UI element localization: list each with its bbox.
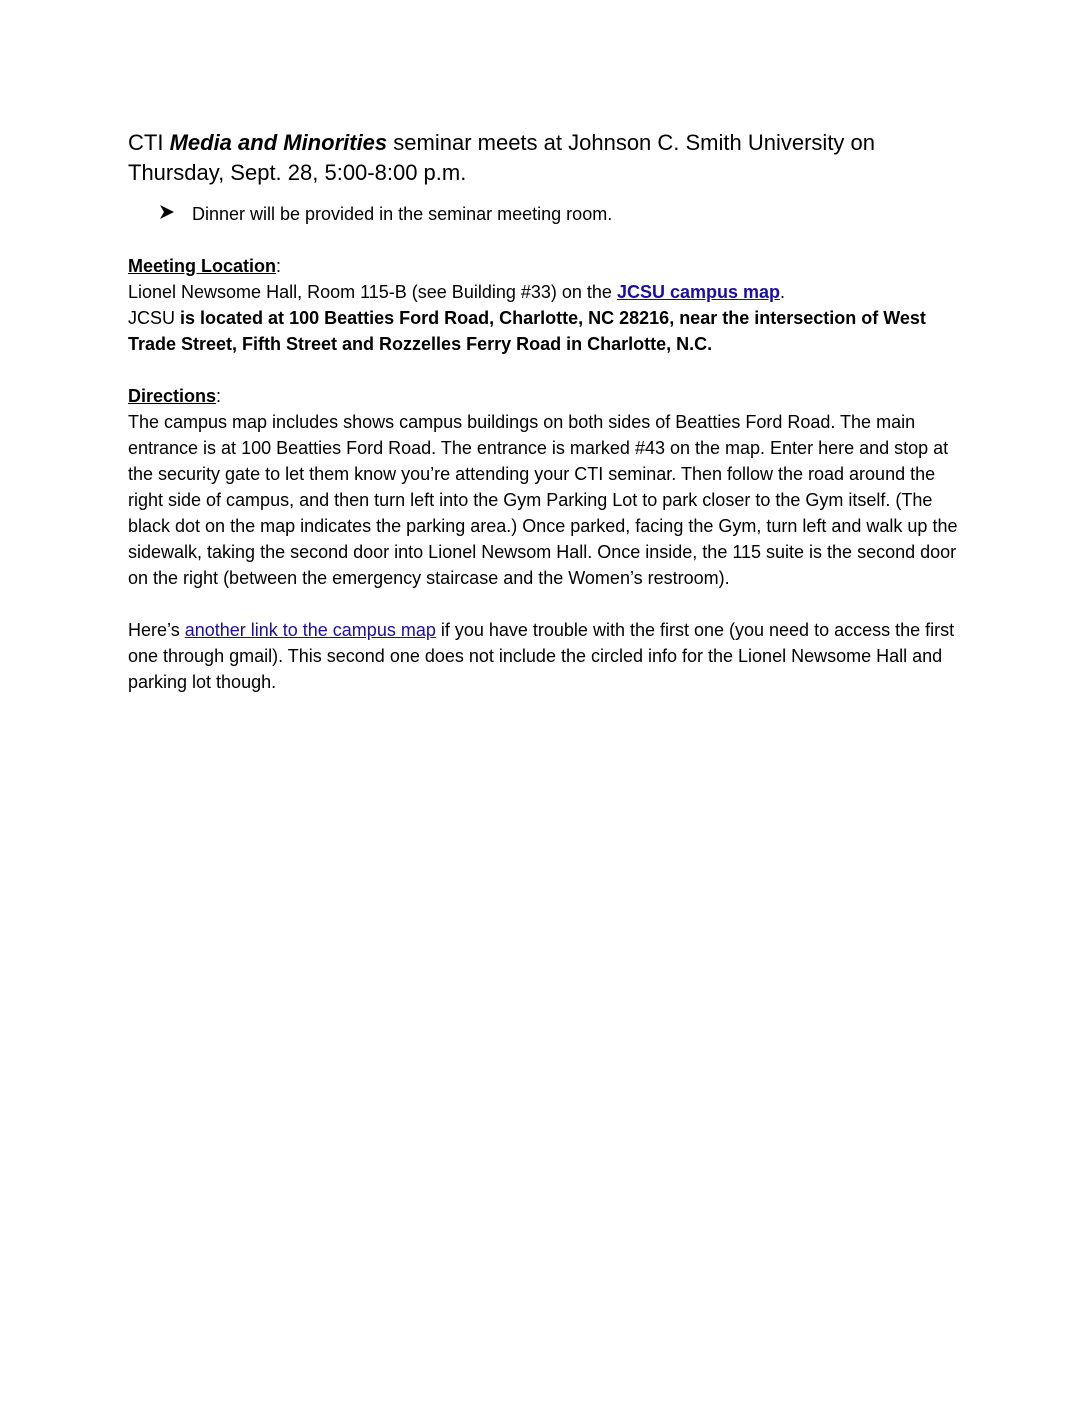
meeting-location-heading: Meeting Location [128,256,276,276]
bullet-text: Dinner will be provided in the seminar meeting room. [192,204,613,224]
location-period: . [780,282,786,302]
meeting-location-line2 [128,305,963,357]
another-campus-map-link[interactable]: another link to the campus map [184,620,436,640]
location-text: Lionel Newsome Hall, Room 115-B (see Building #33) on the [128,282,617,302]
title-prefix: CTI [128,130,170,155]
directions-heading: Directions [128,386,217,406]
directions-heading-line [128,383,963,409]
directions-body: The campus map includes shows campus buildings on both sides of Beatties Ford Road. The main entrance is at 100 Beatties Ford Road. The entrance is marked #43 on the map. Enter here and stop at the security gate to let them know you’re attending your CTI seminar. Then follow the road around the right side of campus, and then turn left into the Gym Parking Lot to park closer to the Gym itself. (The black dot on the map indicates the parking area.) Once parked, facing the Gym, turn left and walk up the sidewalk, taking the second door into Lionel Newsom Hall. Once inside, the 115 suite is the second door on the right (between the emergency staircase and the Women’s restroom). [128,412,958,588]
title-suffix: seminar meets at Johnson C. Smith University on Thursday, Sept. 28, 5:00-8:00 p.m. [128,130,876,185]
arrow-bullet-icon [159,201,192,227]
document-content [128,128,963,695]
address-intro: is located at [180,308,290,328]
meeting-location-section [128,253,963,357]
heading-colon: : [276,256,282,276]
list-item [159,201,963,227]
street-address: 100 Beatties Ford Road, Charlotte, NC 28216 [289,308,670,328]
title-emphasis: Media and Minorities [169,130,388,155]
meeting-location-line1 [128,279,963,305]
address-rest: , near the intersection of West Trade Street, Fifth Street and Rozzelles Ferry Road in Charlotte, N.C. [128,308,926,354]
directions-section [128,383,963,591]
alt-map-paragraph [128,617,963,695]
alt-map-text: if you have trouble with the first one (you need to access the first one through gmail). This second one does not include the circled info for the Lionel Newsome Hall and parking lot though. [128,620,955,692]
alt-map-section [128,617,963,695]
alt-map-intro: Here’s [128,620,185,640]
page-title [128,128,963,188]
jcsu-campus-map-link[interactable]: JCSU campus map [616,282,780,302]
meeting-location-heading-line [128,253,963,279]
heading-colon: : [216,386,222,406]
address-prefix: JCSU [128,308,181,328]
